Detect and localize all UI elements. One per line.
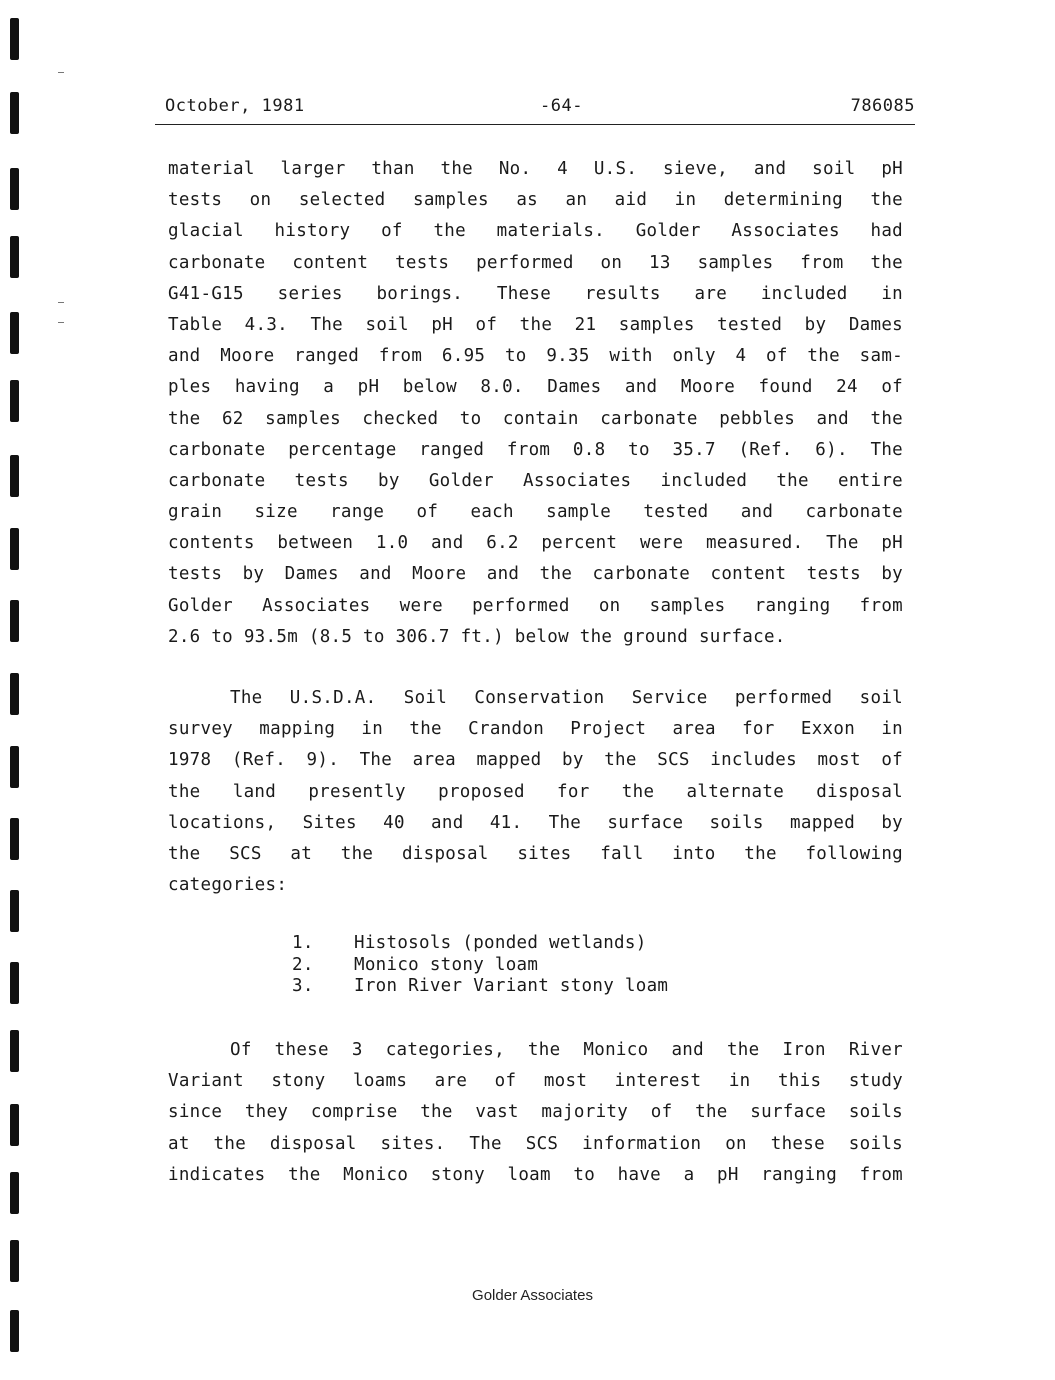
binder-mark: [10, 236, 19, 278]
list-item-number: 1.: [292, 933, 314, 953]
scan-speck: [58, 322, 64, 323]
list-item: [292, 955, 668, 977]
binder-mark: [10, 890, 19, 932]
binder-mark: [10, 818, 19, 860]
footer-company: Golder Associates: [472, 1287, 593, 1304]
list-item: [292, 933, 668, 955]
text-line: contents between 1.0 and 6.2 percent were measured. The pH: [168, 533, 903, 554]
list-item-text: Histosols (ponded wetlands): [354, 933, 647, 953]
paragraph-3: [168, 1035, 903, 1191]
text-line: tests on selected samples as an aid in determining the: [168, 190, 903, 211]
scan-speck: [58, 72, 64, 73]
binder-mark: [10, 962, 19, 1004]
text-line: Of these 3 categories, the Monico and the Iron River: [230, 1040, 903, 1060]
soil-categories-list: [292, 933, 668, 998]
page-header: [155, 96, 915, 125]
binder-mark: [10, 528, 19, 570]
text-line: 2.6 to 93.5m (8.5 to 306.7 ft.) below the ground surface.: [168, 626, 786, 647]
header-date: October, 1981: [165, 96, 305, 116]
text-line: The U.S.D.A. Soil Conservation Service performed soil: [230, 688, 903, 708]
text-line: carbonate tests by Golder Associates included the entire: [168, 470, 903, 491]
binder-mark: [10, 312, 19, 354]
binder-mark: [10, 746, 19, 788]
text-line: Variant stony loams are of most interest in this study: [168, 1071, 903, 1092]
text-line: 1978 (Ref. 9). The area mapped by the SCS includes most of: [168, 750, 903, 771]
binder-mark: [10, 1240, 19, 1282]
list-item-number: 3.: [292, 976, 314, 996]
list-item-text: Monico stony loam: [354, 954, 539, 975]
text-line: survey mapping in the Crandon Project area for Exxon in: [168, 719, 903, 740]
binder-mark: [10, 168, 19, 210]
text-line: tests by Dames and Moore and the carbonate content tests by: [168, 564, 903, 585]
scan-speck: [58, 302, 64, 303]
binder-mark: [10, 18, 19, 60]
text-line: the SCS at the disposal sites fall into the following: [168, 843, 903, 864]
binder-mark: [10, 1310, 19, 1352]
text-line: Table 4.3. The soil pH of the 21 samples tested by Dames: [168, 314, 903, 335]
paragraph-2: [168, 683, 903, 901]
list-item-text: Iron River Variant stony loam: [354, 976, 669, 996]
text-line: grain size range of each sample tested and carbonate: [168, 502, 903, 523]
text-line: locations, Sites 40 and 41. The surface soils mapped by: [168, 812, 903, 833]
binder-mark: [10, 1030, 19, 1072]
text-line: since they comprise the vast majority of the surface soils: [168, 1102, 903, 1123]
binder-mark: [10, 673, 19, 715]
text-line: at the disposal sites. The SCS information on these soils: [168, 1133, 903, 1154]
text-line: ples having a pH below 8.0. Dames and Moore found 24 of: [168, 377, 903, 398]
text-line: categories:: [168, 875, 288, 896]
text-line: G41-G15 series borings. These results are included in: [168, 283, 903, 304]
text-line: glacial history of the materials. Golder Associates had: [168, 221, 903, 242]
text-line: the 62 samples checked to contain carbonate pebbles and the: [168, 408, 903, 429]
document-number: 786085: [850, 96, 915, 116]
text-line: Golder Associates were performed on samples ranging from: [168, 595, 903, 616]
binder-mark: [10, 600, 19, 642]
list-item: [292, 976, 668, 998]
binder-mark: [10, 380, 19, 422]
list-item-number: 2.: [292, 954, 314, 975]
text-line: indicates the Monico stony loam to have a pH ranging from: [168, 1164, 903, 1185]
text-line: material larger than the No. 4 U.S. sieve, and soil pH: [168, 159, 903, 179]
binder-mark: [10, 1172, 19, 1214]
text-line: carbonate percentage ranged from 0.8 to 35.7 (Ref. 6). The: [168, 439, 903, 460]
paragraph-1: [168, 154, 903, 653]
binder-mark: [10, 1104, 19, 1146]
page-number: -64-: [540, 96, 583, 116]
binder-mark: [10, 92, 19, 134]
text-line: and Moore ranged from 6.95 to 9.35 with only 4 of the sam-: [168, 346, 903, 367]
text-line: the land presently proposed for the alternate disposal: [168, 781, 903, 802]
binder-mark: [10, 455, 19, 497]
text-line: carbonate content tests performed on 13 samples from the: [168, 252, 903, 273]
